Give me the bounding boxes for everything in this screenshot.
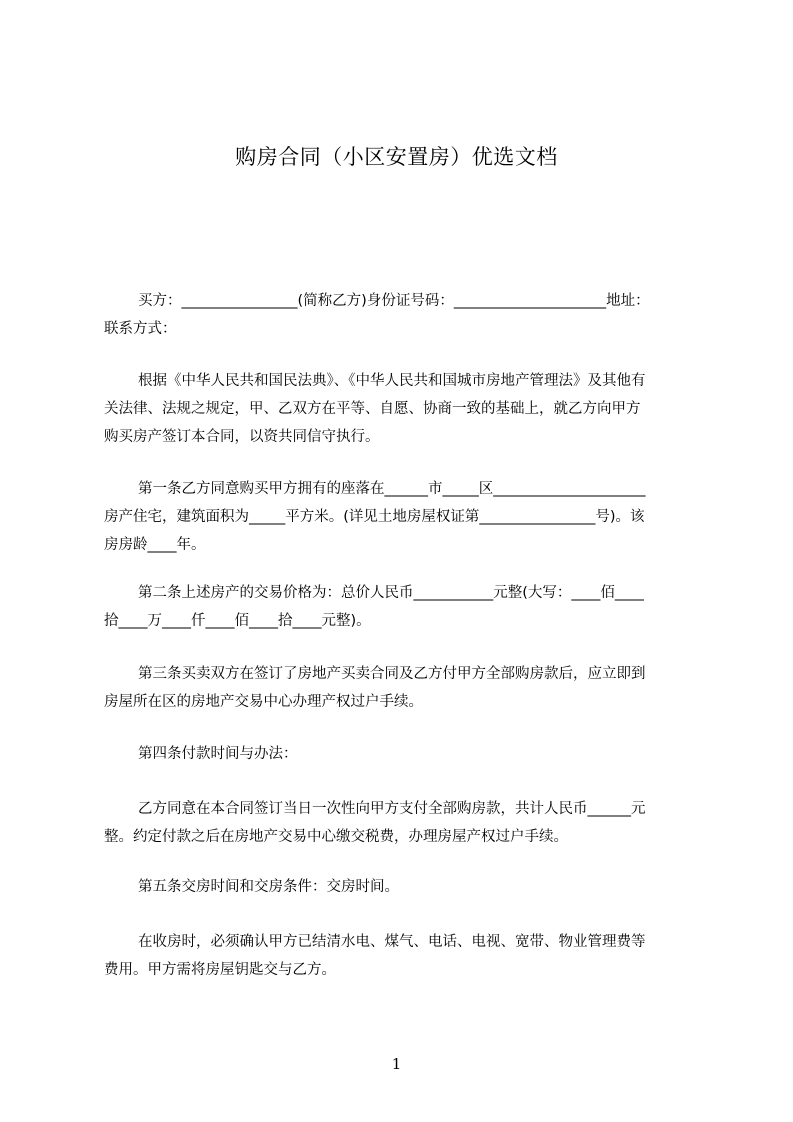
article-1-paragraph [104, 475, 704, 559]
article-5-line-1: 第五条交房时间和交房条件：交房时间。 [138, 879, 399, 895]
preamble-line-1: 根据《中华人民共和国民法典》、《中华人民共和国城市房地产管理法》及其他有 [138, 373, 646, 389]
preamble-line-2: 关法律、法规之规定，甲、乙双方在平等、自愿、协商一致的基础上，就乙方向甲方 [104, 401, 641, 417]
article-5-detail-line-2: 费用。甲方需将房屋钥匙交与乙方。 [104, 962, 336, 978]
article-2-paragraph [104, 579, 704, 635]
preamble-line-3: 购买房产签订本合同，以资共同信守执行。 [104, 429, 380, 445]
buyer-info-line-2: 联系方式： [104, 321, 177, 337]
buyer-info-line-1: 买方：________________(简称乙方)身份证号码：_____________________地址： [138, 293, 650, 309]
article-5-detail-paragraph [104, 928, 704, 984]
buyer-info-paragraph [104, 287, 704, 343]
article-2-line-1: 第二条上述房产的交易价格为：总价人民币___________元整(大写：____佰____ [138, 585, 644, 601]
article-4-detail-paragraph [104, 795, 704, 851]
document-title: 购房合同（小区安置房）优选文档 [235, 145, 558, 169]
article-1-line-2: 房产住宅，建筑面积为_____平方米。(详见土地房屋权证第________________号)。该 [104, 509, 645, 525]
article-4-line-1: 第四条付款时间与办法： [138, 746, 298, 762]
article-2-line-2: 拾____万____仟____佰____拾____元整)。 [104, 613, 371, 629]
preamble-paragraph [104, 367, 704, 451]
article-5-detail-line-1: 在收房时，必须确认甲方已结清水电、煤气、电话、电视、宽带、物业管理费等 [138, 934, 646, 950]
article-5-paragraph [104, 873, 704, 901]
article-4-detail-line-1: 乙方同意在本合同签订当日一次性向甲方支付全部购房款，共计人民币______元 [138, 801, 646, 817]
article-3-paragraph [104, 660, 704, 716]
page-number: 1 [391, 1055, 402, 1073]
article-1-line-1: 第一条乙方同意购买甲方拥有的座落在______市_____区_____________________ [138, 481, 646, 497]
article-4-detail-line-2: 整。约定付款之后在房地产交易中心缴交税费，办理房屋产权过户手续。 [104, 829, 568, 845]
article-4-paragraph [104, 740, 704, 768]
article-1-line-3: 房房龄____年。 [104, 537, 206, 553]
article-3-line-1: 第三条买卖双方在签订了房地产买卖合同及乙方付甲方全部购房款后，应立即到 [138, 666, 646, 682]
article-3-line-2: 房屋所在区的房地产交易中心办理产权过户手续。 [104, 694, 423, 710]
